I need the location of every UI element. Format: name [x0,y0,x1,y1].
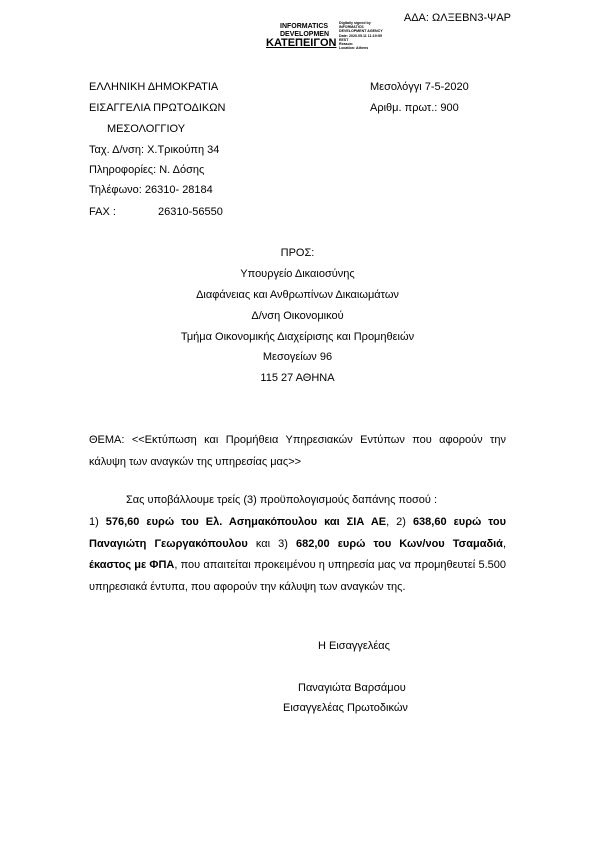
sender-fax-label: FAX : [89,206,116,218]
stamp-detail-line: DEVELOPMENT AGENCY [339,29,383,34]
signature-role: Η Εισαγγελέας [318,640,390,652]
body-text: 1) [89,516,106,528]
stamp-line-1: INFORMATICS [280,23,329,30]
body-text: , 2) [386,516,413,528]
stamp-line-2: DEVELOPMEN [280,31,330,38]
recipient-line: 115 27 ΑΘΗΝΑ [260,372,335,384]
recipient-heading: ΠΡΟΣ: [280,247,315,259]
sender-info: Πληροφορίες: Ν. Δόσης [89,164,205,176]
recipient-line: Μεσογείων 96 [262,351,333,363]
stamp-detail-line: INFORMATICS [339,25,364,30]
stamp-detail-line: EEST [339,37,349,42]
body-intro: Σας υποβάλλουμε τρείς (3) προϋπολογισμούς δαπάνης ποσού : [126,494,438,506]
ada-code: ΑΔΑ: ΩΛΞΕΒΝ3-ΨΑΡ [403,12,511,24]
sender-address: Ταχ. Δ/νση: Χ.Τρικούπη 34 [89,144,220,156]
sender-country: ΕΛΛΗΝΙΚΗ ΔΗΜΟΚΡΑΤΙΑ [89,81,219,93]
recipient-line: Διαφάνειας και Ανθρωπίνων Δικαιωμάτων [196,289,399,301]
protocol-number: Αριθμ. πρωτ.: 900 [370,102,459,114]
stamp-details [339,21,383,50]
urgent-label: ΚΑΤΕΠΕΙΓΟΝ [266,37,337,49]
stamp-detail-line: Location: Athens [339,46,369,51]
quote-3: 682,00 ευρώ του Κων/νου Τσαμαδιά [295,537,503,550]
recipient-line: Δ/νση Οικονομικού [251,310,344,322]
signature-title: Εισαγγελέας Πρωτοδικών [283,702,408,714]
quote-2: 638,60 ευρώ του Παναγιώτη Γεωργακόπουλου [89,516,506,550]
sender-city: ΜΕΣΟΛΟΓΓΙΟΥ [107,123,186,135]
sender-phone: Τηλέφωνο: 26310- 28184 [89,184,213,196]
body-text: , που απαιτείται προκειμένου η υπηρεσία μας να προμηθευτεί 5.500 υπηρεσιακά έντυπα, που αφορούν την κάλυψη των αναγκών της. [89,559,506,593]
sender-authority: ΕΙΣΑΓΓΕΛΙΑ ΠΡΩΤΟΔΙΚΩΝ [89,102,226,114]
stamp-detail-line: Digitally signed by [339,21,371,25]
body-text: και 3) [247,537,296,550]
subject-line: ΘΕΜΑ: <<Εκτύπωση και Προμήθεια Υπηρεσιακών Εντύπων που αφορούν την κάλυψη των αναγκών της υπηρεσίας μας>> [89,434,506,468]
vat-note: έκαστος με ΦΠΑ [89,559,175,571]
stamp-detail-line: Date: 2020.05.11 11:19:59 [339,33,382,38]
body-text: , [502,537,507,550]
recipient-line: Υπουργείο Δικαιοσύνης [240,268,355,280]
quote-1: 576,60 ευρώ του Ελ. Ασημακόπουλου και ΣΙΑ ΑΕ [105,516,387,528]
stamp-detail-line: Reason: [339,42,354,47]
signature-name: Παναγιώτα Βαρσάμου [298,682,406,694]
body-paragraph [89,512,506,598]
sender-fax-value: 26310-56550 [158,206,223,218]
document-date: Μεσολόγγι 7-5-2020 [370,81,469,93]
recipient-line: Τμήμα Οικονομικής Διαχείρισης και Προμηθειών [180,331,415,343]
